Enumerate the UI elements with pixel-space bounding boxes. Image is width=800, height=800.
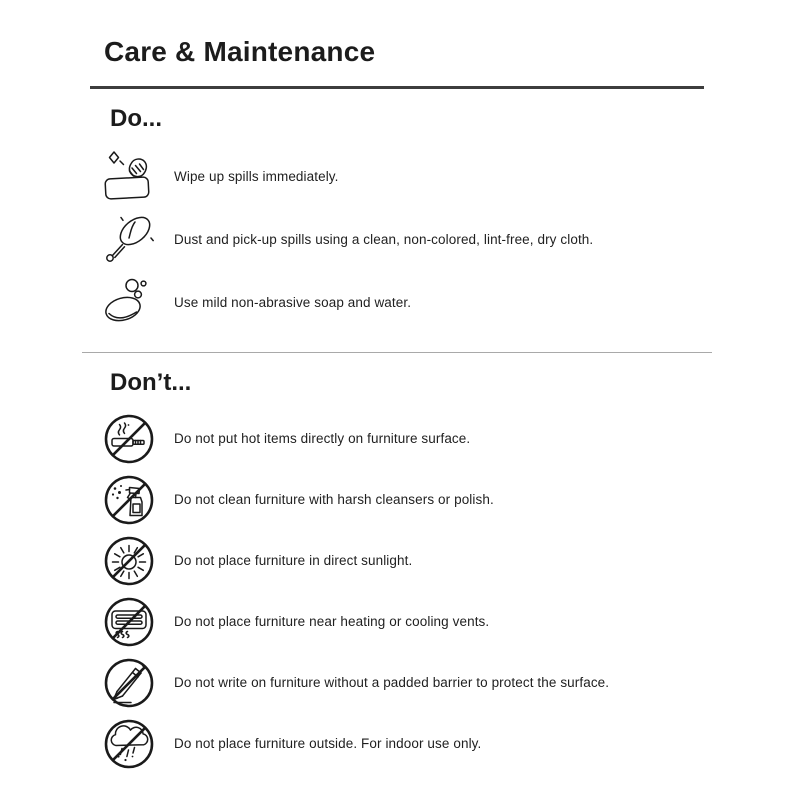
care-instruction-text: Do not place furniture near heating or cooling vents. — [174, 614, 490, 630]
soap-icon — [100, 275, 158, 329]
dont-item-row — [100, 713, 710, 774]
dont-item-row — [100, 469, 710, 530]
no-direct-sunlight-icon — [100, 534, 158, 588]
no-vents-icon — [100, 595, 158, 649]
care-instruction-text: Do not clean furniture with harsh cleansers or polish. — [174, 492, 494, 508]
do-item-row — [100, 271, 710, 334]
page-title: Care & Maintenance — [104, 36, 376, 67]
wipe-spills-icon — [100, 149, 158, 203]
care-instruction-text: Dust and pick-up spills using a clean, non-colored, lint-free, dry cloth. — [174, 231, 594, 247]
dont-item-row — [100, 408, 710, 469]
care-instruction-text: Do not put hot items directly on furniture surface. — [174, 431, 471, 447]
dont-section-heading: Don’t... — [110, 368, 192, 396]
care-instruction-text: Use mild non-abrasive soap and water. — [174, 294, 412, 310]
do-item-row — [100, 208, 710, 271]
no-hot-items-icon — [100, 412, 158, 466]
do-section-heading: Do... — [110, 105, 162, 133]
duster-icon — [100, 212, 158, 266]
dont-item-row — [100, 591, 710, 652]
no-outdoor-icon — [100, 717, 158, 771]
dont-item-row — [100, 652, 710, 713]
no-writing-icon — [100, 656, 158, 710]
section-divider — [82, 352, 712, 353]
dont-item-list — [90, 408, 710, 774]
do-item-list — [90, 145, 710, 334]
care-instruction-text: Do not place furniture outside. For indoor use only. — [174, 736, 482, 752]
care-instruction-text: Do not place furniture in direct sunlight. — [174, 553, 413, 569]
care-instruction-text: Wipe up spills immediately. — [174, 168, 339, 184]
do-item-row — [100, 145, 710, 208]
dont-item-row — [100, 530, 710, 591]
title-divider — [90, 86, 704, 89]
care-instruction-text: Do not write on furniture without a padded barrier to protect the surface. — [174, 675, 610, 691]
no-harsh-cleansers-icon — [100, 473, 158, 527]
